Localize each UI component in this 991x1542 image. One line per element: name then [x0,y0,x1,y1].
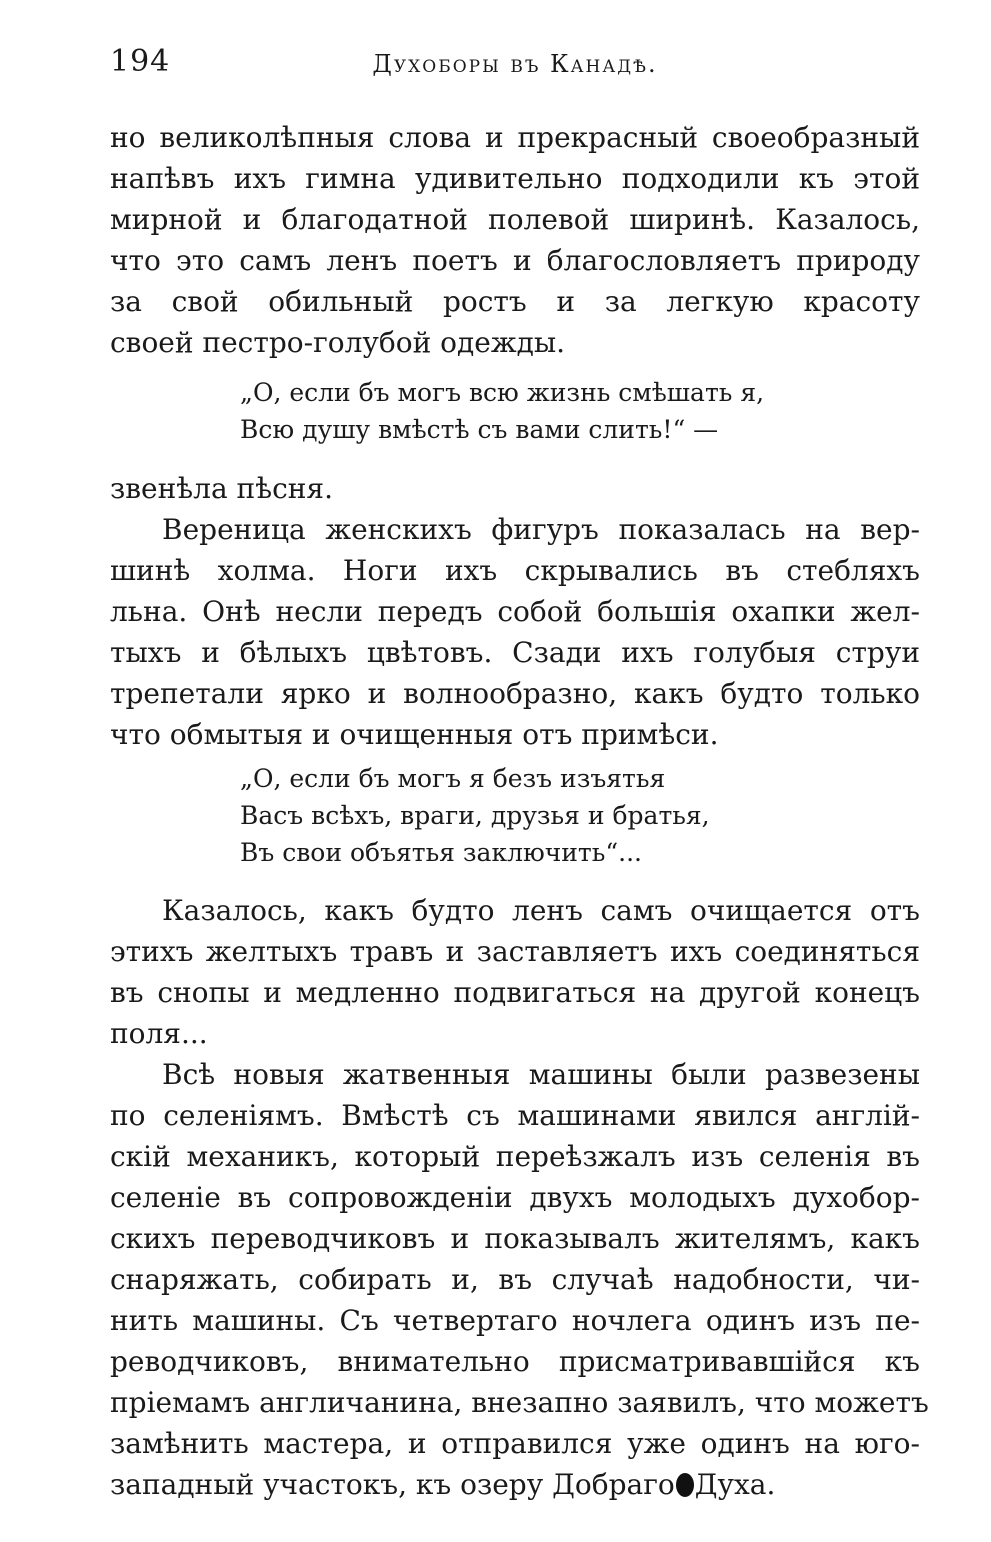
paragraph-4 [110,1054,929,1505]
text-line: снаряжать, собирать и, въ случаѣ надобности, чи- [110,1263,920,1296]
running-title: Духоборы въ Канадѣ. [372,50,658,78]
text-line: своей пестро-голубой одежды. [110,326,565,359]
text-fragment: западный участокъ, къ озеру Добраго [110,1468,675,1501]
text-line: трепетали ярко и волнообразно, какъ будто только [110,677,920,710]
text-line: но великолѣпныя слова и прекрасный своеобразный [110,121,920,154]
text-line: за свой обильный ростъ и за легкую красоту [110,285,920,318]
ink-blot [676,1473,694,1497]
text-line: селеніе въ сопровожденіи двухъ молодыхъ духобор- [110,1181,920,1214]
paragraph-1 [110,117,920,363]
page-header [110,44,920,94]
text-line: шинѣ холма. Ноги ихъ скрывались въ стебляхъ [110,554,920,587]
verse-line: Всю душу вмѣстѣ съ вами слить!“ — [240,415,719,444]
text-line: напѣвъ ихъ гимна удивительно подходили къ этой [110,162,920,195]
text-line: нить машины. Съ четвертаго ночлега одинъ изъ пе- [110,1304,920,1337]
text-line: скій механикъ, который переѣзжалъ изъ селенія въ [110,1140,920,1173]
text-line: мирной и благодатной полевой ширинѣ. Казалось, [110,203,920,236]
verse-1 [240,374,840,448]
text-line: поля... [110,1017,208,1050]
paragraph-2 [110,468,920,755]
verse-line: Васъ всѣхъ, враги, друзья и братья, [240,801,710,830]
verse-line: Въ свои объятья заключить“... [240,838,642,867]
text-line: по селеніямъ. Вмѣстѣ съ машинами явился англій- [110,1099,920,1132]
text-line: что это самъ ленъ поетъ и благословляетъ природу [110,244,920,277]
page-number: 194 [110,44,171,79]
text-line: Всѣ новыя жатвенныя машины были развезены [162,1058,920,1091]
text-line: замѣнить мастера, и отправился уже одинъ на юго- [110,1427,920,1460]
paragraph-3 [110,890,920,1054]
text-line [110,1464,920,1505]
verse-2 [240,760,840,871]
text-fragment: Духа. [694,1468,776,1501]
text-line: Казалось, какъ будто ленъ самъ очищается отъ [162,894,920,927]
text-line: въ снопы и медленно подвигаться на другой конецъ [110,976,920,1009]
text-line: звенѣла пѣсня. [110,472,333,505]
text-line: льна. Онѣ несли передъ собой большія охапки жел- [110,595,920,628]
verse-line: „О, если бъ могъ я безъ изъятья [240,764,666,793]
text-line: тыхъ и бѣлыхъ цвѣтовъ. Сзади ихъ голубыя струи [110,636,920,669]
text-line: что обмытыя и очищенныя отъ примѣси. [110,718,719,751]
text-line: этихъ желтыхъ травъ и заставляетъ ихъ соединяться [110,935,920,968]
verse-line: „О, если бъ могъ всю жизнь смѣшать я, [240,378,765,407]
text-line: Вереница женскихъ фигуръ показалась на вер- [162,513,920,546]
text-line: реводчиковъ, внимательно присматривавшійся къ [110,1345,920,1378]
text-line: пріемамъ англичанина, внезапно заявилъ, что можетъ [110,1386,929,1419]
text-line: скихъ переводчиковъ и показывалъ жителямъ, какъ [110,1222,920,1255]
